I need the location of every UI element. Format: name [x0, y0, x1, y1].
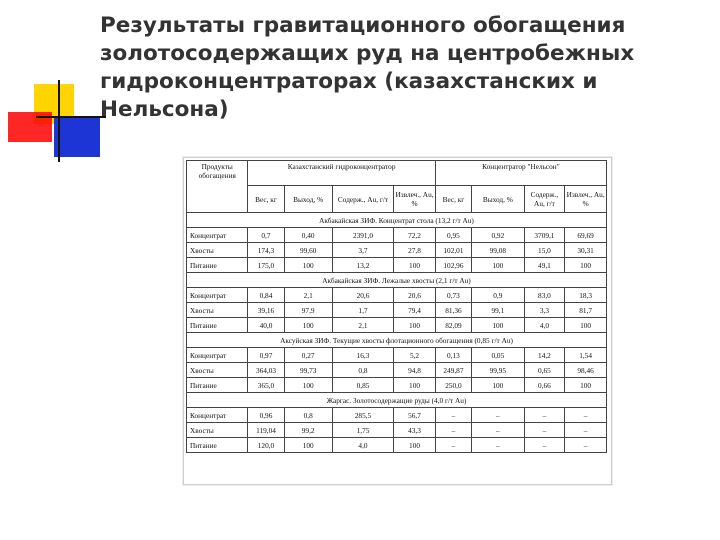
table-cell: 94,8 [394, 363, 436, 378]
table-cell: 3709,1 [524, 228, 565, 243]
table-cell: 0,65 [524, 363, 565, 378]
header-group-nelson: Концентратор "Нельсон" [435, 161, 606, 186]
table-cell: 0,85 [332, 378, 393, 393]
table-cell: 30,31 [565, 243, 607, 258]
table-cell: 2391,0 [332, 228, 393, 243]
table-cell: 69,69 [565, 228, 607, 243]
table-cell: 3,3 [524, 303, 565, 318]
row-product-name: Концентрат [187, 288, 248, 303]
table-cell: 27,8 [394, 243, 436, 258]
table-cell: 14,2 [524, 348, 565, 363]
header-yield: Выход, % [472, 186, 525, 213]
table-cell: 49,1 [524, 258, 565, 273]
section-title: Аксуйская ЗИФ. Текущие хвосты флотационного обогащения (0,85 г/т Au) [187, 333, 607, 348]
table-row [187, 243, 607, 258]
table-cell: 99,73 [284, 363, 332, 378]
row-product-name: Питание [187, 378, 248, 393]
table-cell: 18,3 [565, 288, 607, 303]
table-cell: 0,95 [435, 228, 471, 243]
table-cell: 99,08 [472, 243, 525, 258]
table-cell: 56,7 [394, 408, 436, 423]
table-cell: 100 [394, 438, 436, 453]
table-cell: 0,8 [332, 363, 393, 378]
slide-title: Результаты гравитационного обогащения золотосодержащих руд на центробежных гидроконцентраторах (казахстанских и Нельсона) [100, 13, 635, 122]
table-cell: 120,0 [248, 438, 284, 453]
table-cell: 250,0 [435, 378, 471, 393]
header-recovery: Извлеч., Au, % [565, 186, 607, 213]
table-cell: 1,54 [565, 348, 607, 363]
table-cell: 0,92 [472, 228, 525, 243]
table-row [187, 228, 607, 243]
table-cell: 174,3 [248, 243, 284, 258]
table-cell: 0,40 [284, 228, 332, 243]
table-cell: 15,0 [524, 243, 565, 258]
table-cell: 81,36 [435, 303, 471, 318]
table-cell: 0,73 [435, 288, 471, 303]
row-product-name: Хвосты [187, 363, 248, 378]
table-cell: – [524, 438, 565, 453]
table-cell: 100 [394, 258, 436, 273]
table-row [187, 408, 607, 423]
table-cell: 82,09 [435, 318, 471, 333]
table-cell: 119,04 [248, 423, 284, 438]
table-cell: 100 [565, 258, 607, 273]
header-group-kazakh: Казахстанский гидроконцентратор [248, 161, 435, 186]
table-cell: 99,2 [284, 423, 332, 438]
header-grade: Содерж., Au, г/т [332, 186, 393, 213]
table-cell: 0,66 [524, 378, 565, 393]
table-cell: – [524, 408, 565, 423]
header-mass: Вес, кг [248, 186, 284, 213]
table-cell: 79,4 [394, 303, 436, 318]
table-cell: 100 [565, 318, 607, 333]
table-cell: 364,03 [248, 363, 284, 378]
table-cell: 16,3 [332, 348, 393, 363]
table-cell: 0,97 [248, 348, 284, 363]
table-cell: 1,7 [332, 303, 393, 318]
table-cell: – [565, 408, 607, 423]
table-cell: 83,0 [524, 288, 565, 303]
table-row [187, 348, 607, 363]
table-cell: 285,5 [332, 408, 393, 423]
row-product-name: Хвосты [187, 303, 248, 318]
results-table [186, 160, 607, 453]
table-cell: 102,01 [435, 243, 471, 258]
table-cell: 102,96 [435, 258, 471, 273]
table-cell: – [435, 423, 471, 438]
table-cell: 98,46 [565, 363, 607, 378]
table-cell: 100 [394, 318, 436, 333]
decor-horizontal-line [36, 116, 106, 118]
table-cell: 99,1 [472, 303, 525, 318]
table-cell: 2,1 [284, 288, 332, 303]
section-title: Жаргас. Золотосодержащие руды (4,0 г/т Au) [187, 393, 607, 408]
header-yield: Выход, % [284, 186, 332, 213]
row-product-name: Питание [187, 438, 248, 453]
row-product-name: Хвосты [187, 423, 248, 438]
table-cell: 100 [472, 318, 525, 333]
table-cell: 249,87 [435, 363, 471, 378]
table-cell: 100 [284, 258, 332, 273]
table-cell: 3,7 [332, 243, 393, 258]
section-title-row [187, 273, 607, 288]
row-product-name: Питание [187, 318, 248, 333]
row-product-name: Концентрат [187, 408, 248, 423]
table-cell: 99,60 [284, 243, 332, 258]
table-row [187, 423, 607, 438]
table-row [187, 258, 607, 273]
table-row [187, 438, 607, 453]
table-cell: – [565, 423, 607, 438]
section-title: Акбакайская ЗИФ. Концентрат стола (13,2 г/т Au) [187, 213, 607, 228]
table-cell: 0,7 [248, 228, 284, 243]
decor-vertical-line [58, 80, 60, 162]
table-cell: 100 [565, 378, 607, 393]
header-grade: Содерж., Au, г/т [524, 186, 565, 213]
table-row [187, 288, 607, 303]
decor-blue-square [54, 117, 100, 157]
table-cell: – [472, 423, 525, 438]
table-cell: 0,27 [284, 348, 332, 363]
table-row [187, 363, 607, 378]
section-title: Акбакайская ЗИФ. Лежалые хвосты (2,1 г/т Au) [187, 273, 607, 288]
table-cell: 0,05 [472, 348, 525, 363]
table-cell: 0,84 [248, 288, 284, 303]
table-cell: 20,6 [332, 288, 393, 303]
table-cell: 365,0 [248, 378, 284, 393]
table-cell: 0,8 [284, 408, 332, 423]
table-cell: 97,9 [284, 303, 332, 318]
table-cell: 2,1 [332, 318, 393, 333]
header-products: Продукты обогащения [187, 161, 248, 213]
table-cell: 0,13 [435, 348, 471, 363]
table-cell: 39,16 [248, 303, 284, 318]
table-cell: 0,9 [472, 288, 525, 303]
table-cell: – [472, 438, 525, 453]
table-cell: 1,75 [332, 423, 393, 438]
table-cell: 13,2 [332, 258, 393, 273]
table-row [187, 303, 607, 318]
table-cell: 100 [472, 378, 525, 393]
row-product-name: Хвосты [187, 243, 248, 258]
table-cell: – [472, 408, 525, 423]
row-product-name: Питание [187, 258, 248, 273]
section-title-row [187, 333, 607, 348]
section-title-row [187, 393, 607, 408]
table-cell: 100 [284, 318, 332, 333]
table-cell: – [435, 408, 471, 423]
table-cell: 100 [394, 378, 436, 393]
table-cell: 0,96 [248, 408, 284, 423]
table-cell: 100 [284, 438, 332, 453]
table-cell: 81,7 [565, 303, 607, 318]
table-cell: 43,3 [394, 423, 436, 438]
section-title-row [187, 213, 607, 228]
table-cell: – [565, 438, 607, 453]
table-row [187, 318, 607, 333]
table-cell: 100 [284, 378, 332, 393]
table-cell: 99,95 [472, 363, 525, 378]
results-table-container [183, 157, 612, 485]
row-product-name: Концентрат [187, 348, 248, 363]
table-cell: – [435, 438, 471, 453]
table-cell: – [524, 423, 565, 438]
table-cell: 5,2 [394, 348, 436, 363]
table-cell: 175,0 [248, 258, 284, 273]
header-mass: Вес, кг [435, 186, 471, 213]
row-product-name: Концентрат [187, 228, 248, 243]
header-recovery: Извлеч., Au, % [394, 186, 436, 213]
table-cell: 4,0 [524, 318, 565, 333]
table-cell: 20,6 [394, 288, 436, 303]
table-cell: 72,2 [394, 228, 436, 243]
table-cell: 100 [472, 258, 525, 273]
table-cell: 4,0 [332, 438, 393, 453]
table-row [187, 378, 607, 393]
table-cell: 40,0 [248, 318, 284, 333]
